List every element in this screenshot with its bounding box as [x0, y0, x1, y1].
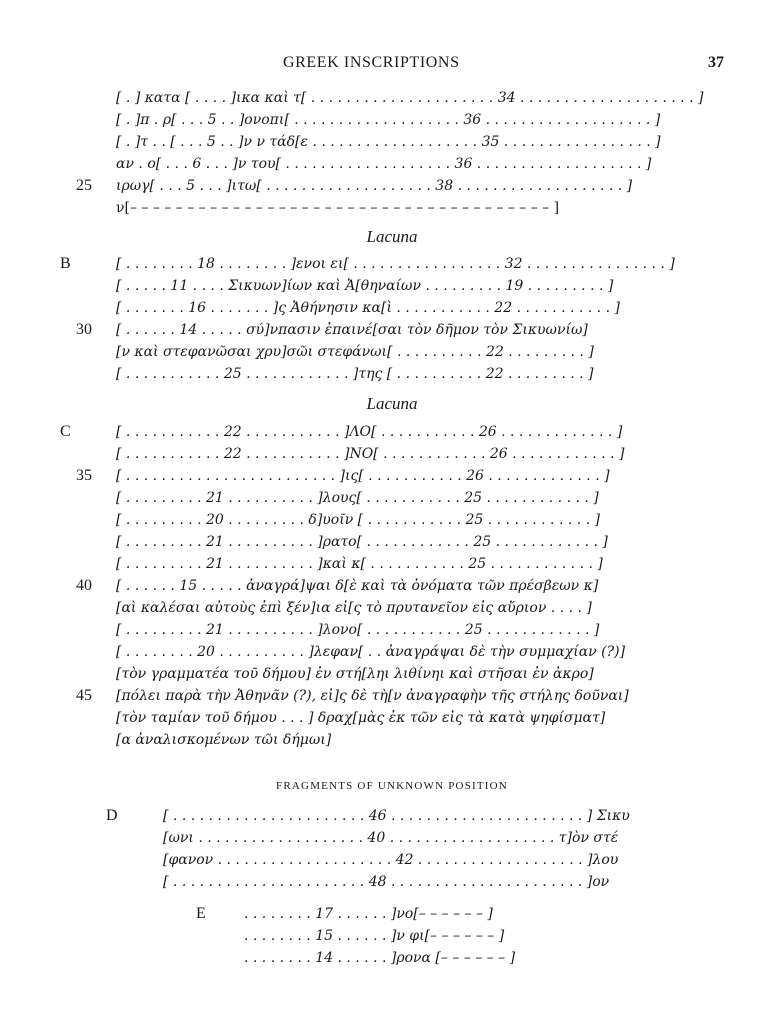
inscription-line: [πόλει παρὰ τὴν Ἀθηνᾶν (?), εἰ]ς δὲ τὴ[ν ἀναγραφὴν τῆς στήλης δοῦναι]: [116, 688, 629, 704]
running-title: GREEK INSCRIPTIONS: [283, 54, 460, 71]
inscription-line: [ . . . . . . . . . . . 22 . . . . . . . . . . . ]ΛΟ[ . . . . . . . . . . . 26 . . . . . . . . . . . . . ]: [116, 424, 623, 440]
inscription-line: [ . . . . . . 14 . . . . . σύ]νπασιν ἐπαινέ[σαι τὸν δῆμον τὸν Σικυωνίω]: [116, 322, 588, 338]
inscription-line: [ . . . . . . . . . 20 . . . . . . . . . δ]υοῖν [ . . . . . . . . . . . 25 . . . . . . . . . . . . ]: [116, 512, 601, 528]
fragments-heading: FRAGMENTS OF UNKNOWN POSITION: [276, 780, 508, 792]
fragment-label-d: D: [106, 807, 118, 824]
inscription-line: [αὶ καλέσαι αὐτοὺς ἐπὶ ξέν]ια εἰ[ς τὸ πρυτανεῖον εἰς αὔριον . . . . ]: [116, 600, 592, 616]
inscription-line: ιρωγ[ . . . 5 . . . ]ιτω[ . . . . . . . . . . . . . . . . . . . 38 . . . . . . . . . . . . . . . . . . . ]: [116, 178, 633, 194]
inscription-line: [ . . . . . . . . . 21 . . . . . . . . . . ]λονο[ . . . . . . . . . . . 25 . . . . . . . . . . . . ]: [116, 622, 600, 638]
inscription-line: [τὸν ταμίαν τοῦ δήμου . . . ] δραχ[μὰς ἐκ τῶν εἰς τὰ κατὰ ψηφίσματ]: [116, 710, 606, 726]
inscription-line: [ . . . . . 11 . . . . Σικυων]ίων καὶ Ἀ[θηναίων . . . . . . . . . 19 . . . . . . . . . ]: [116, 278, 614, 294]
line-number: 45: [76, 687, 92, 704]
line-number: 30: [76, 321, 92, 338]
inscription-line: [τὸν γραμματέα τοῦ δήμου] ἐν στή[ληι λιθίνηι καὶ στῆσαι ἐν ἀκρο]: [116, 666, 594, 682]
inscription-line: [ . . . . . . . . . 21 . . . . . . . . . . ]καὶ κ[ . . . . . . . . . . . 25 . . . . . . . . . . . . ]: [116, 556, 603, 572]
inscription-line: [ . . . . . . . . . 21 . . . . . . . . . . ]λους[ . . . . . . . . . . . 25 . . . . . . . . . . . . ]: [116, 490, 599, 506]
page-number: 37: [708, 54, 724, 71]
line-number: 35: [76, 467, 92, 484]
section-label-b: B: [60, 255, 71, 272]
line-number: 25: [76, 177, 92, 194]
inscription-line: [φανον . . . . . . . . . . . . . . . . . . . . 42 . . . . . . . . . . . . . . . . . . . ]λου: [163, 852, 619, 868]
lacuna-label: Lacuna: [366, 227, 418, 246]
inscription-line: [ν καὶ στεφανῶσαι χρυ]σῶι στεφάνωι[ . . . . . . . . . . 22 . . . . . . . . . ]: [116, 344, 594, 360]
inscription-line: [α ἀναλισκομένων τῶι δήμωι]: [116, 732, 332, 748]
inscription-line: [ . ]π . ρ[ . . . 5 . . ]ονοπι[ . . . . . . . . . . . . . . . . . . . 36 . . . . . . . . . . . . . . . . . . . ]: [116, 112, 661, 128]
page-header: [0, 54, 784, 74]
inscription-line: [ . . . . . . . . . . . . . . . . . . . . . . 46 . . . . . . . . . . . . . . . . . . . . . . ] Σικυ: [163, 808, 630, 824]
inscription-line: [ . . . . . . . . . 21 . . . . . . . . . . ]ρατο[ . . . . . . . . . . . . 25 . . . . . . . . . . . . ]: [116, 534, 608, 550]
inscription-line: [ωνι . . . . . . . . . . . . . . . . . . . 40 . . . . . . . . . . . . . . . . . . . τ]ὸν στέ: [163, 830, 619, 846]
inscription-line: [ . . . . . . . . 18 . . . . . . . . ]ενοι ει[ . . . . . . . . . . . . . . . . . 32 . . . . . . . . . . . . . . . . ]: [116, 256, 675, 272]
inscription-line: [ . ] κατα [ . . . . ]ικα καὶ τ[ . . . . . . . . . . . . . . . . . . . . . 34 . . . . . . . . . . . . . . . . . . . . ]: [116, 90, 704, 106]
inscription-line: [ . . . . . . . . . . . 22 . . . . . . . . . . . ]ΝΟ[ . . . . . . . . . . . . 26 . . . . . . . . . . . . ]: [116, 446, 625, 462]
section-label-c: C: [60, 423, 71, 440]
lacuna-label: Lacuna: [366, 394, 418, 413]
inscription-line: [ . . . . . . . . . . . . . . . . . . . . . . . . ]ις[ . . . . . . . . . . . 26 . . . . . . . . . . . . . ]: [116, 468, 610, 484]
inscription-line: . . . . . . . . 14 . . . . . . ]ρονα [– – – – – – ]: [244, 950, 516, 966]
inscription-line: [ . . . . . . 15 . . . . . ἀναγρά]ψαι δ[ὲ καὶ τὰ ὀνόματα τῶν πρέσβεων κ]: [116, 578, 599, 594]
inscription-line: ν[– – – – – – – – – – – – – – – – – – – – – – – – – – – – – – – – – – – – – ]: [116, 200, 560, 216]
inscription-line: . . . . . . . . 15 . . . . . . ]ν φι[– – – – – – ]: [244, 928, 505, 944]
inscription-line: αν . ο[ . . . 6 . . . ]ν του[ . . . . . . . . . . . . . . . . . . . 36 . . . . . . . . . . . . . . . . . . . ]: [116, 156, 652, 172]
inscription-line: . . . . . . . . 17 . . . . . . ]νο[– – – – – – ]: [244, 906, 493, 922]
inscription-line: [ . . . . . . . . . . . . . . . . . . . . . . 48 . . . . . . . . . . . . . . . . . . . . . . ]ον: [163, 874, 610, 890]
fragment-label-e: E: [196, 905, 206, 922]
inscription-line: [ . . . . . . . . . . . 25 . . . . . . . . . . . . ]της [ . . . . . . . . . . 22 . . . . . . . . . ]: [116, 366, 594, 382]
inscription-line: [ . . . . . . . 16 . . . . . . . ]ς Ἀθήνησιν κα[ὶ . . . . . . . . . . . 22 . . . . . . . . . . . ]: [116, 300, 620, 316]
line-number: 40: [76, 577, 92, 594]
inscription-line: [ . . . . . . . . 20 . . . . . . . . . . ]λεφαν[ . . ἀναγράψαι δὲ τὴν συμμαχίαν (?)]: [116, 644, 626, 660]
inscription-line: [ . ]τ . . [ . . . 5 . . ]ν ν τάδ[ε . . . . . . . . . . . . . . . . . . . 35 . . . . . . . . . . . . . . . . . ]: [116, 134, 661, 150]
